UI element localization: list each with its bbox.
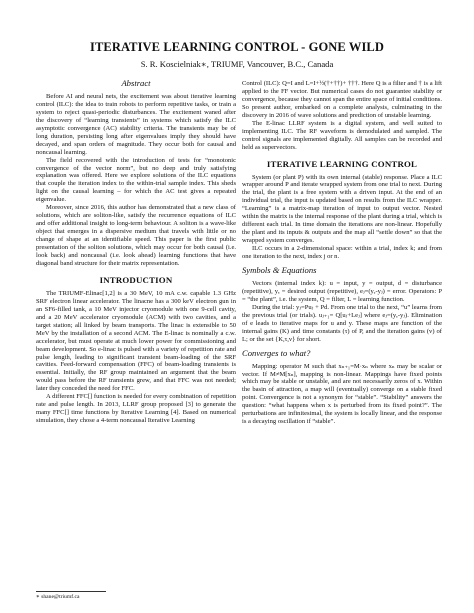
abstract-paragraph: The field recovered with the introduction of tests for “monotonic convergence of the vector norm”, but no deep and truly satisfying explanation was offered. Here we explore solutions of the ILC equations that couple the iteration index to the within-trial sample index. This sheds light on the causal learning – for which the AC test gives a repeated eigenvalue.	[36, 156, 236, 204]
right-column	[242, 80, 442, 426]
footnote: ∗ shane@triumf.ca	[36, 594, 80, 600]
symbols-heading: Symbols & Equations	[242, 265, 317, 276]
intro-paragraph: A different FFC[] function is needed for every combination of repetition rate and pulse length. In 2013, LLRF group proposed [3] to generate the many FFC[] time functions by Iterative Learning [4]. Based on numerical simulation, they chose a 4-term noncausal Iterative Learning	[36, 393, 236, 425]
ilc-paragraph: ILC occurs in a 2-dimensional space: within a trial, index k; and from one iteration to the next, index j or n.	[242, 245, 442, 261]
abstract-heading: Abstract	[121, 78, 151, 88]
symbols-paragraph: During the trial: yⱼ=Puⱼ + Pd. From one trial to the next, “u” learns from the previous trial (or trials). uⱼ₊₁= Q[uⱼ+Leⱼ] where eⱼ=(yₑ-yⱼ). Elimination of e leads to iterative maps for u and y. These maps are function of the internal gains (K) and time constants (τ) of P, and the iteration gains (v) of L; or the set {K,τ,v} for short.	[242, 303, 442, 343]
footnote-rule	[36, 591, 106, 592]
paper-authors: S. R. Koscielniak∗, TRIUMF, Vancouver, B.C., Canada	[140, 59, 334, 69]
introduction-heading: INTRODUCTION	[99, 274, 173, 285]
paper-title: ITERATIVE LEARNING CONTROL - GONE WILD	[89, 40, 385, 54]
intro-paragraph: The TRIUMF-Elinac[1,2] is a 30 MeV, 10 mA c.w. capable 1.3 GHz SRF electron linear accelerator. The linacne has a 300 keV electron gun in an SF6-filled tank, a 10 MeV injector cryomodule with one 9-cell cavity, and a 20 MeV accelerator cryomodule (ACM) with two cavities, and a target station; all linked by beam transports. The linac is extensible to 50 MeV by the installation of a second ACM. The E-linac is nominally a c.w. accelerator, but must operate at much lower power for commissioning and beam development. So e-linac is pulsed with a variety of repetition rate and pulse length, leading to significant transient beam-loading of the SRF cavities. Feed-forward compensation (FFC) of beam-loading transients is essential. Initially, the RF group maintained an argument that the beam would pass before the RF transients grew, and that FFC was not needed; later they conceded the need for FFC.	[36, 289, 236, 393]
symbols-paragraph: Vectors (internal index k): u = input, y = output, d = disturbance (repetitive), yₑ = desired output (repetitive), eⱼ=(yₑ-yⱼ) = error. Operators: P = “the plant”, i.e. the system, Q = filter, L = learning function.	[242, 279, 442, 303]
body-paragraph: Control (ILC): Q=I and L=I+½(†+††)+ †††. Here Q is a filter and † is a lift applied to the FF vector. But numerical cases do not guarantee stability or convergence, because they cannot span the entire space of initial conditions. So present author, embarked on a complete analysis, culminating in the discovery in 2016 of wave solutions and prediction of unstable learning.	[242, 80, 442, 119]
body-paragraph: The E-linac LLRF system is a digital system, and well suited to implementing ILC. The RF waveform is demodulated and sampled. The control signals are implemented digitally. All samples can be recorded and held as supervectors.	[242, 119, 442, 151]
left-column	[36, 80, 236, 425]
converges-paragraph: Mapping: operator M such that xₙ₊₁=M·xₙ where xₙ may be scalar or vector. If M≠M[xₙ], mapping is non-linear. Mappings have fixed points which may be stable or unstable, and are not necessarily zeros of x. Within the basin of attraction, a map will (eventually) converge on a stable fixed point. Convergence is not a synonym for “stable”. “Stability” answers the question: “what happens when x is perturbed from its fixed point?”. The perturbations are infinitesimal, the system is locally linear, and the response is a decaying oscillation if “stable”.	[242, 362, 442, 426]
ilc-paragraph: System (or plant P) with its own internal (stable) response. Place a ILC wrapper around P and iterate wrapped system from one trial to next. During the trial, the plant is a free system with a driven input. At the end of an individual trial, the input is updated based on results from the ILC wrapper. “Learning” is a matrix-map iteration of input to output vector. Nested within the matrix is the internal response of the plant during a trial, which is different each trial. In time domain the iterations are non-linear. Hopefully the plant and its inputs & outputs and the map all “settle down” so that the wrapped system converges.	[242, 173, 442, 245]
abstract-paragraph: Before AI and neural nets, the excitement was about iterative learning control (ILC): the idea to train robots to perform repetitive tasks, or train a system to reject quasi-periodic disturbances. The excitement waned after the discovery of “learning transients” in systems which satisfy the ILC asymptotic convergence (AC) stability criteria. The transients may be of long duration, persisting long after eigenvalues imply they should have decayed, and span orders of magnitude. They occur both for causal and noncausal learning.	[36, 92, 236, 156]
converges-heading: Converges to what?	[242, 347, 311, 358]
abstract-paragraph: Moreover, since 2016, this author has demonstrated that a new class of solutions, which are soliton-like, satisfy the recurrence equations of ILC and offer additional insight to long-term behaviour. A soliton is a wave-like object that emerges in a dispersive medium that travels with little or no change of shape at an identifiable speed. This paper is the first public presentation of the soliton solutions, which may occur for both causal (i.e. look back) and noncausal (i.e. look ahead) learning functions that have diagonal band structure for their matrix representation.	[36, 204, 236, 267]
ilc-heading: ITERATIVE LEARNING CONTROL	[266, 158, 418, 169]
